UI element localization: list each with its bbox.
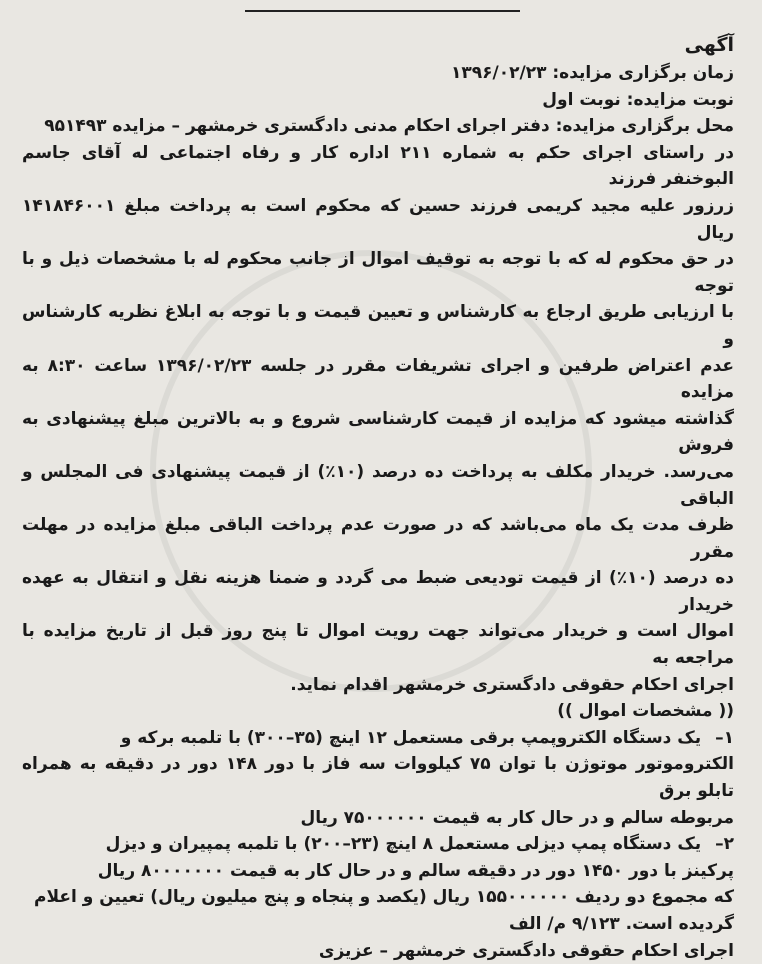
body-line: با ارزیابی طریق ارجاع به کارشناس و تعیین قیمت و با توجه به ابلاغ نظریه کارشناس و — [22, 302, 734, 349]
top-divider — [245, 10, 520, 12]
body-line: در راستای اجرای حکم به شماره ۲۱۱ اداره کار و رفاه اجتماعی له آقای جاسم البوخنفر فرزند — [22, 142, 734, 190]
item-text: مربوطه سالم و در حال کار به قیمت ۷۵۰۰۰۰۰۰ ریال — [300, 807, 734, 828]
item-number: ۲– — [715, 834, 734, 855]
total-line: که مجموع دو ردیف ۱۵۵۰۰۰۰۰۰ ریال (یکصد و پنجاه و پنج میلیون ریال) تعیین و اعلام — [34, 887, 734, 908]
signature: اجرای احکام حقوقی دادگستری خرمشهر – عزیزی — [318, 940, 734, 961]
auction-time: زمان برگزاری مزایده: ۱۳۹۶/۰۲/۲۳ — [451, 63, 734, 83]
item-text: یک دستگاه الکتروپمپ برقی مستعمل ۱۲ اینچ (۳۵–۳۰۰) با تلمبه برکه و — [120, 727, 702, 748]
body-line: اموال است و خریدار می‌تواند جهت رویت اموال تا پنج روز قبل از تاریخ مزایده با مراجعه به — [22, 621, 734, 669]
body-line: اجرای احکام حقوقی دادگستری خرمشهر اقدام نماید. — [290, 674, 734, 695]
property-item-2 — [22, 831, 734, 884]
body-line: ده درصد (۱۰٪) از قیمت تودیعی ضبط می گردد و ضمنا هزینه نقل و انتقال به عهده خریدار — [22, 568, 735, 615]
body-line: عدم اعتراض طرفین و اجرای تشریفات مقرر در جلسه ۱۳۹۶/۰۲/۲۳ ساعت ۸:۳۰ به مزایده — [22, 355, 735, 403]
item-text: یک دستگاه پمپ دیزلی مستعمل ۸ اینچ (۲۳–۲۰۰) با تلمبه پمپیران و دیزل — [105, 834, 702, 855]
specs-heading: (( مشخصات اموال )) — [557, 701, 734, 722]
auction-place: محل برگزاری مزایده: دفتر اجرای احکام مدنی دادگستری خرمشهر – مزایده ۹۵۱۴۹۳ — [44, 116, 734, 137]
item-number: ۱– — [715, 727, 734, 748]
item-text: الکتروموتور موتوژن با توان ۷۵ کیلووات سه فاز با دور ۱۴۸ دور در دقیقه به همراه تابلو برق — [22, 754, 735, 802]
body-line: ظرف مدت یک ماه می‌باشد که در صورت عدم پرداخت الباقی مبلغ مزایده در مهلت مقرر — [22, 515, 734, 562]
auction-round: نوبت مزایده: نوبت اول — [542, 89, 734, 110]
body-line: در حق محکوم له که با توجه به توقیف اموال از جانب محکوم له با مشخصات ذیل و با توجه — [22, 249, 734, 296]
body-line: می‌رسد. خریدار مکلف به پرداخت ده درصد (۱۰٪) از قیمت پیشنهادی فی المجلس و الباقی — [22, 461, 734, 509]
notice-body — [22, 140, 734, 698]
body-line: گذاشته میشود که مزایده از قیمت کارشناسی شروع و به بالاترین مبلغ پیشنهادی به فروش — [22, 408, 734, 456]
total-line: گردیده است. ۹/۱۲۳ م/ الف — [509, 914, 734, 934]
item-text: پرکینز با دور ۱۴۵۰ دور در دقیقه سالم و در حال کار به قیمت ۸۰۰۰۰۰۰۰ ریال — [97, 860, 734, 881]
auction-notice — [22, 30, 734, 964]
body-line: زرزور علیه مجید کریمی فرزند حسین که محکوم است به پرداخت مبلغ ۱۴۱۸۴۶۰۰۱ ریال — [22, 195, 734, 243]
property-item-1 — [22, 725, 734, 831]
notice-title: آگهی — [684, 34, 734, 56]
